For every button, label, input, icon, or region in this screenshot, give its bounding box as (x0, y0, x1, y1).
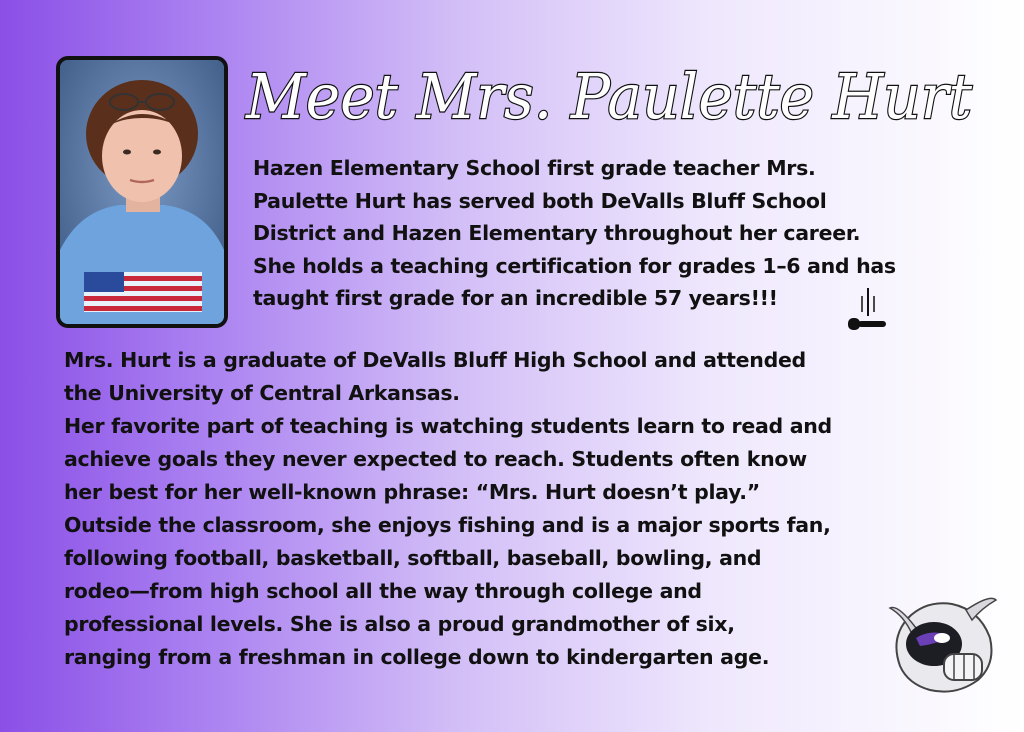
bio-main (64, 344, 944, 674)
page-title (240, 48, 980, 138)
intro-line: taught first grade for an incredible 57 years!!! (253, 286, 778, 310)
main-line: rodeo—from high school all the way through college and (64, 579, 702, 603)
hornet-mascot-icon (886, 588, 998, 700)
intro-line: Paulette Hurt has served both DeValls Bluff School (253, 188, 827, 213)
portrait-photo (56, 56, 228, 328)
main-line: following football, basketball, softball, baseball, bowling, and (64, 546, 762, 570)
main-line: the University of Central Arkansas. (64, 381, 460, 405)
main-line: ranging from a freshman in college down to kindergarten age. (64, 645, 770, 669)
main-line: professional levels. She is also a proud grandmother of six, (64, 612, 735, 636)
intro-line: District and Hazen Elementary throughout her career. (253, 221, 861, 245)
microphone-drop-icon (842, 286, 890, 334)
title-text-svg (240, 48, 980, 138)
intro-line: She holds a teaching certification for grades 1–6 and has (253, 253, 896, 278)
main-line: Mrs. Hurt is a graduate of DeValls Bluff High School and attended (64, 348, 806, 372)
main-line: her best for her well-known phrase: “Mrs. Hurt doesn’t play.” (64, 480, 760, 504)
portrait-illustration (60, 60, 224, 324)
intro-line: Hazen Elementary School first grade teacher Mrs. (253, 156, 816, 180)
main-line: Her favorite part of teaching is watching students learn to read and (64, 414, 832, 438)
main-line: Outside the classroom, she enjoys fishing and is a major sports fan, (64, 513, 831, 537)
title-text: Meet Mrs. Paulette Hurt (245, 60, 973, 133)
main-line: achieve goals they never expected to reach. Students often know (64, 447, 807, 471)
